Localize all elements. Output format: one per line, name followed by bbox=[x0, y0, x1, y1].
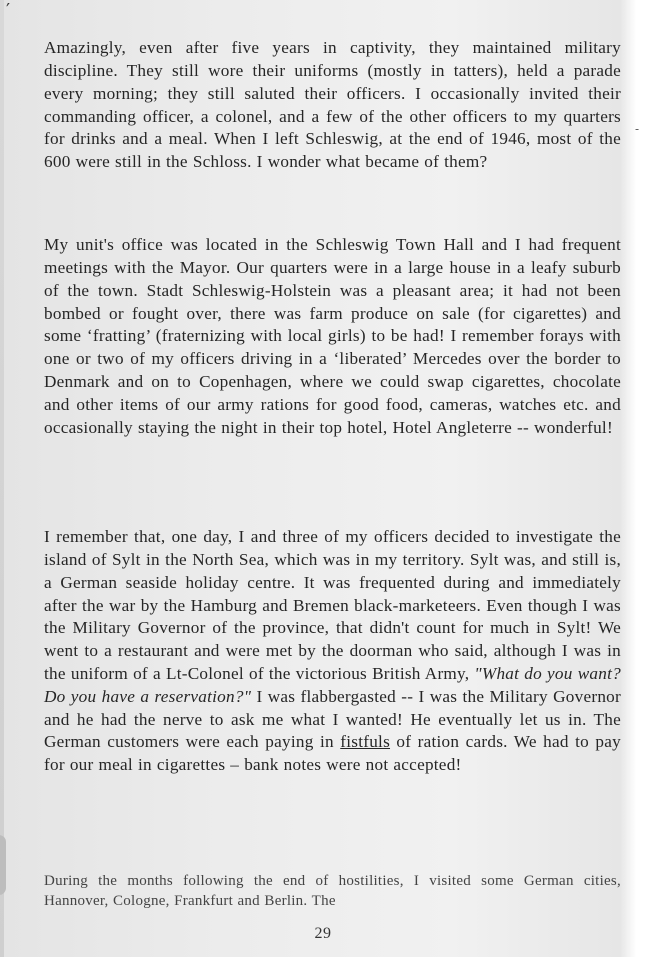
paragraph-text-part: of ration cards. We had to pay for our meal in cigarettes – bank notes were not accepted! bbox=[44, 732, 621, 775]
underlined-word: fistfuls bbox=[340, 732, 391, 752]
paragraph-sylt-visit bbox=[44, 526, 621, 777]
page-number: 29 bbox=[314, 925, 332, 942]
page-left-edge bbox=[0, 0, 4, 957]
binding-shadow bbox=[0, 835, 6, 895]
doorman-quote: "What do you want? Do you have a reservation?" bbox=[44, 663, 621, 706]
paragraph-schleswig-town-hall: My unit's office was located in the Schleswig Town Hall and I had frequent meetings with the Mayor. Our quarters were in a large house in a leafy suburb of the town. Stadt Schleswig-Holstein was a pleasant area; it had not been bombed or fought over, there was farm produce on sale (for cigarettes) and some ‘fratting’ (fraternizing with local girls) to be had! I remember forays with one or two of my officers driving in a ‘liberated’ Mercedes over the border to Denmark and on to Copenhagen, where we could swap cigarettes, chocolate and other items of our army rations for good food, cameras, watches etc. and occasionally staying the night in their top hotel, Hotel Angleterre -- wonderful! bbox=[44, 235, 621, 437]
paragraph-captivity-discipline: Amazingly, even after five years in captivity, they maintained military discipline. They still wore their uniforms (mostly in tatters), held a parade every morning; they still saluted their officers. I occasionally invited their commanding officer, a colonel, and a few of the other officers to my quarters for drinks and a meal. When I left Schleswig, at the end of 1946, most of the 600 were still in the Schloss. I wonder what became of them? bbox=[44, 38, 621, 172]
corner-pen-mark: ′ bbox=[6, 0, 11, 21]
paragraph-text-part: I remember that, one day, I and three of my officers decided to investigate the island of Sylt in the North Sea, which was in my territory. Sylt was, and still is, a German seaside holiday centre. It was frequented during and immediately after the war by the Hamburg and Bremen black-marketeers. Even though I was the Military Governor of the province, that didn't count for much in Sylt! We went to a restaurant and were met by the doorman who said, although I was in the uniform of a Lt-Colonel of the victorious British Army, bbox=[44, 527, 621, 683]
margin-tick-mark: - bbox=[635, 122, 640, 136]
paragraph-text-part: I was flabbergasted -- I was the Military Governor and he had the nerve to ask me what I wanted! He eventually let us in. The German customers were each paying in bbox=[44, 686, 621, 752]
paragraph-german-cities: During the months following the end of hostilities, I visited some German cities, Hannover, Cologne, Frankfurt and Berlin. The bbox=[44, 873, 621, 909]
scan-right-margin bbox=[636, 0, 646, 957]
